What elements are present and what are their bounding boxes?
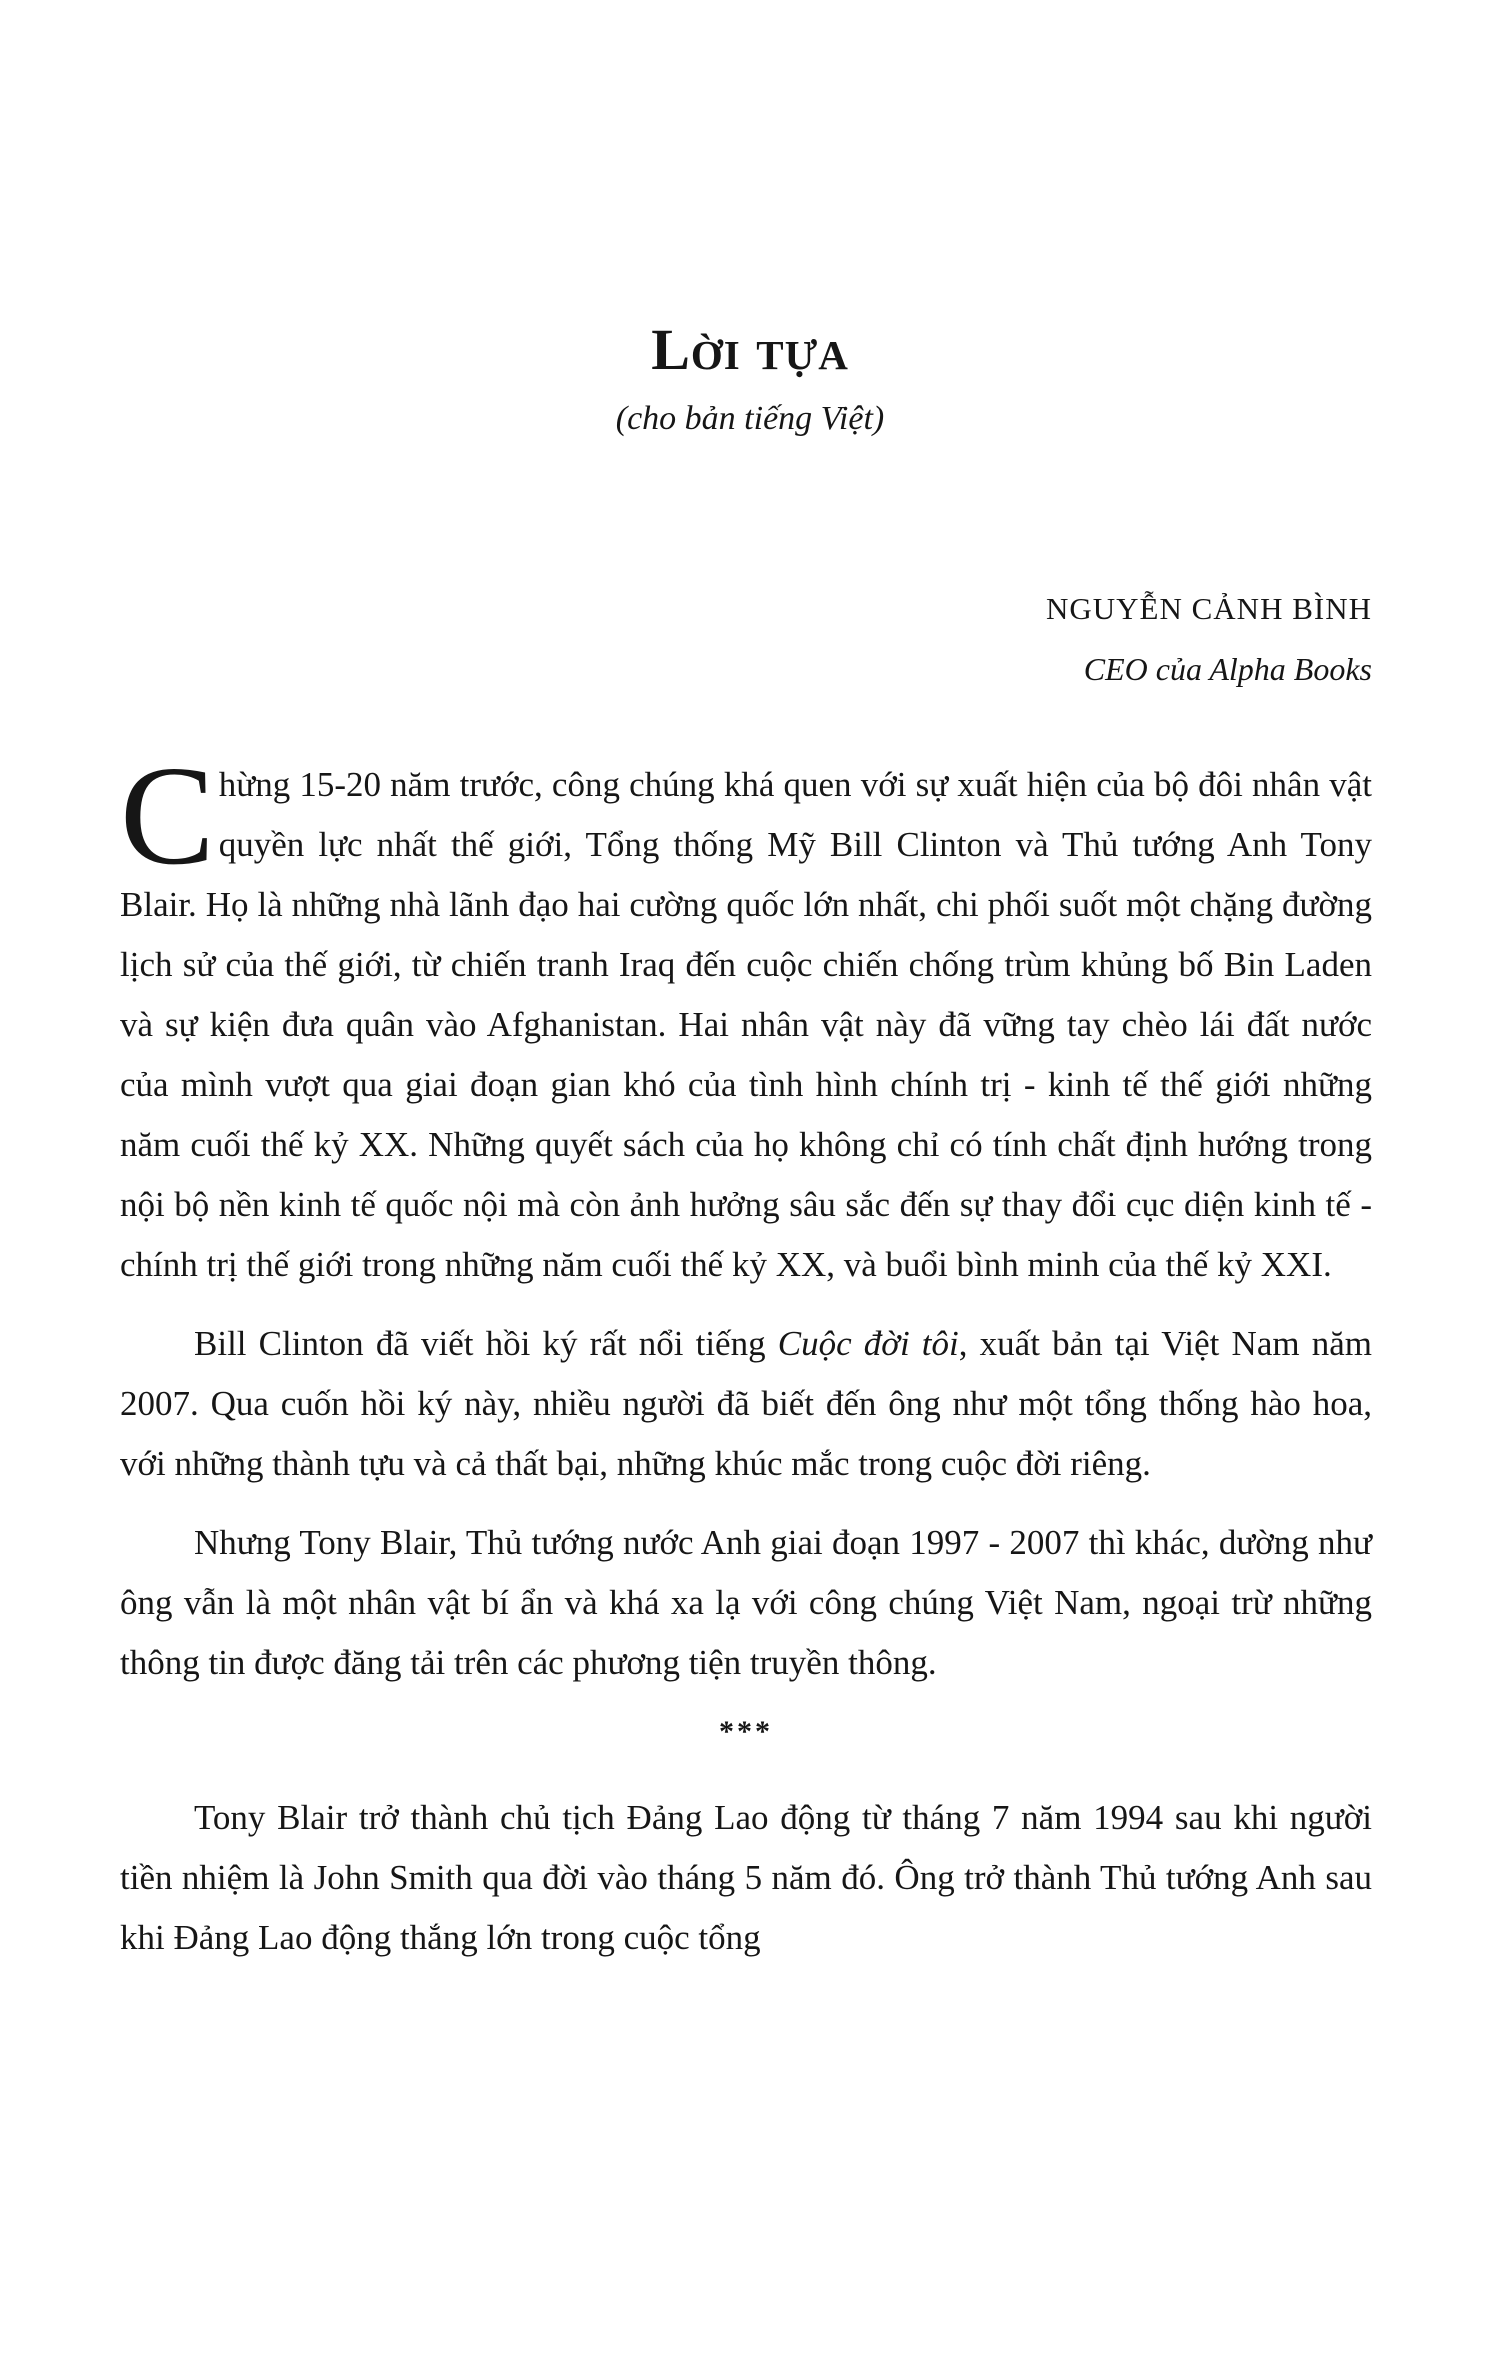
paragraph-2 xyxy=(120,1314,1372,1494)
paragraph-1-text: hừng 15-20 năm trước, công chúng khá quen với sự xuất hiện của bộ đôi nhân vật quyền lực nhất thế giới, Tổng thống Mỹ Bill Clinton và Thủ tướng Anh Tony Blair. Họ là những nhà lãnh đạo hai cường quốc lớn nhất, chi phối suốt một chặng đường lịch sử của thế giới, từ chiến tranh Iraq đến cuộc chiến chống trùm khủng bố Bin Laden và sự kiện đưa quân vào Afghanistan. Hai nhân vật này đã vững tay chèo lái đất nước của mình vượt qua giai đoạn gian khó của tình hình chính trị - kinh tế thế giới những năm cuối thế kỷ XX. Những quyết sách của họ không chỉ có tính chất định hướng trong nội bộ nền kinh tế quốc nội mà còn ảnh hưởng sâu sắc đến sự thay đổi cục diện kinh tế - chính trị thế giới trong những năm cuối thế kỷ XX, và buổi bình minh của thế kỷ XXI. xyxy=(120,765,1372,1284)
paragraph-2-text-end: , xuất bản tại Việt Nam năm 2007. Qua cuốn hồi ký này, nhiều người đã biết đến ông như một tổng thống hào hoa, với những thành tựu và cả thất bại, những khúc mắc trong cuộc đời riêng. xyxy=(120,1324,1372,1483)
section-separator: *** xyxy=(719,1715,773,1748)
book-title-italic: Cuộc đời tôi xyxy=(777,1324,959,1363)
body-text xyxy=(120,736,1372,1987)
author-name: NGUYỄN CẢNH BÌNH xyxy=(1046,591,1372,626)
drop-cap: C xyxy=(120,736,215,894)
author-role: CEO của Alpha Books xyxy=(1083,651,1372,687)
chapter-subtitle: (cho bản tiếng Việt) xyxy=(615,400,885,437)
paragraph-3: Nhưng Tony Blair, Thủ tướng nước Anh giai đoạn 1997 - 2007 thì khác, dường như ông vẫn là một nhân vật bí ẩn và khá xa lạ với công chúng Việt Nam, ngoại trừ những thông tin được đăng tải trên các phương tiện truyền thông. xyxy=(120,1523,1372,1682)
paragraph-4: Tony Blair trở thành chủ tịch Đảng Lao động từ tháng 7 năm 1994 sau khi người tiền nhiệm là John Smith qua đời vào tháng 5 năm đó. Ông trở thành Thủ tướng Anh sau khi Đảng Lao động thắng lớn trong cuộc tổng xyxy=(120,1798,1372,1957)
paragraph-1 xyxy=(120,736,1372,1295)
chapter-title: Lời tựa xyxy=(651,317,849,382)
author-block xyxy=(1046,578,1372,698)
paragraph-2-text-start: Bill Clinton đã viết hồi ký rất nổi tiếng xyxy=(194,1324,778,1363)
